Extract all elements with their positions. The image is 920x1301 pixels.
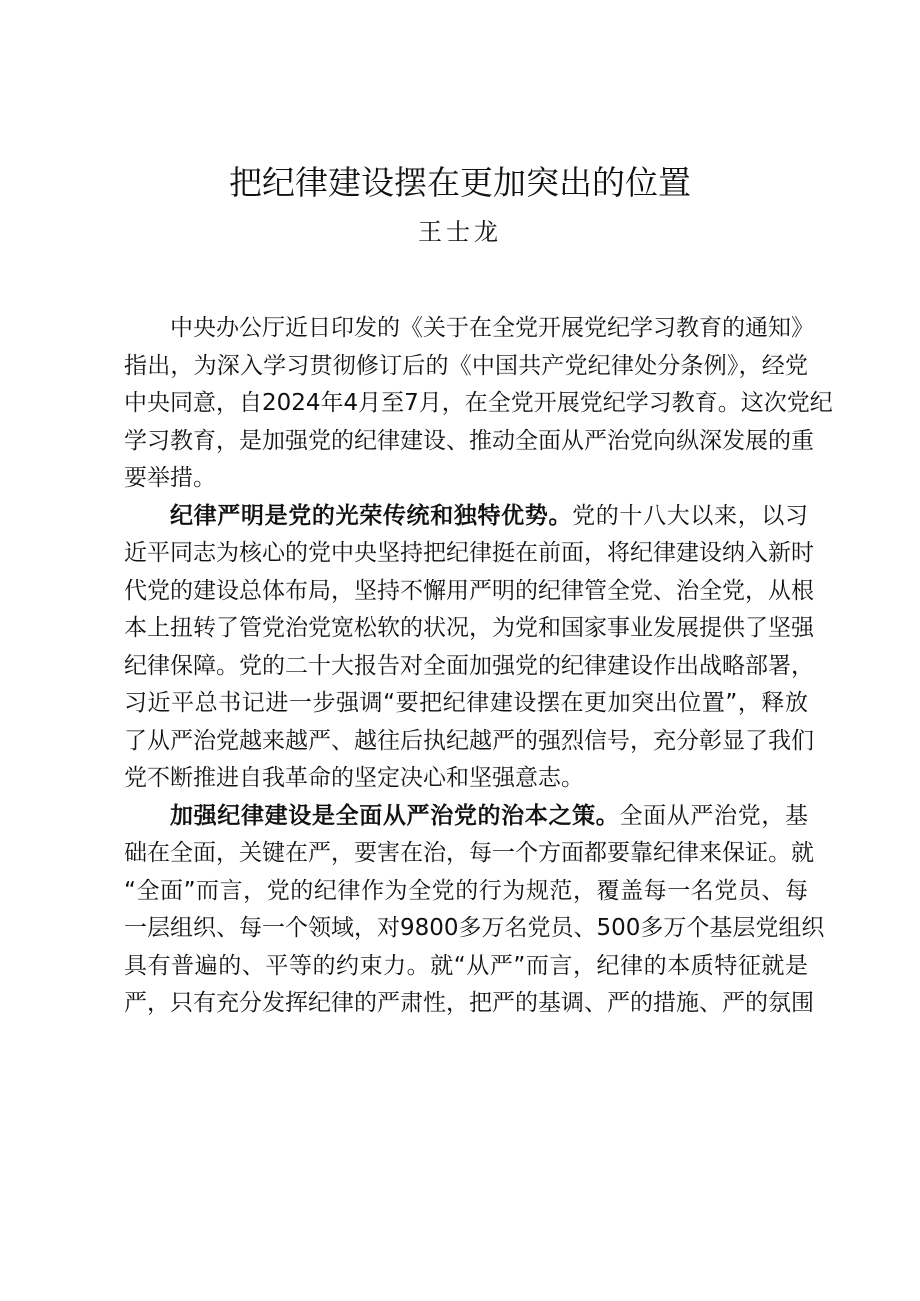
paragraph-line: 础在全面，关键在严，要害在治，每一个方面都要靠纪律来保证。就	[124, 840, 814, 866]
paragraph-first-line	[124, 498, 808, 536]
paragraph-line: 纪律保障。党的二十大报告对全面加强党的纪律建设作出战略部署，	[124, 652, 814, 679]
paragraph-line: 具有普遍的、平等的约束力。就“从严”而言，纪律的本质特征就是	[124, 952, 808, 979]
paragraph-line: 严，只有充分发挥纪律的严肃性，把严的基调、严的措施、严的氛围	[124, 990, 814, 1016]
paragraph-line: 学习教育，是加强党的纪律建设、推动全面从严治党向纵深发展的重	[124, 427, 814, 454]
paragraph-line: 本上扭转了管党治党宽松软的状况，为党和国家事业发展提供了坚强	[124, 615, 814, 641]
paragraph-first-line	[124, 798, 808, 836]
paragraph-line: 代党的建设总体布局，坚持不懈用严明的纪律管全党、治全党，从根	[124, 577, 814, 604]
paragraph-2	[124, 498, 814, 798]
paragraph-lead-heading: 纪律严明是党的光荣传统和独特优势。	[170, 502, 573, 529]
paragraph-line: 一层组织、每一个领域，对9800多万名党员、500多万个基层党组织	[124, 915, 825, 941]
paragraph-lead-heading: 加强纪律建设是全面从严治党的治本之策。	[170, 802, 620, 829]
paragraph-line: “全面”而言，党的纪律作为全党的行为规范，覆盖每一名党员、每	[124, 877, 808, 904]
paragraph-line: 中央办公厅近日印发的《关于在全党开展党纪学习教育的通知》	[170, 315, 814, 341]
paragraph-line: 要举措。	[124, 465, 216, 491]
paragraph-line-rest: 全面从严治党，基	[619, 802, 809, 829]
paragraph-line: 了从严治党越来越严、越往后执纪越严的强烈信号，充分彰显了我们	[124, 727, 814, 754]
paragraph-line: 中央同意，自2024年4月至7月，在全党开展党纪学习教育。这次党纪	[124, 390, 833, 416]
paragraph-line-rest: 党的十八大以来，以习	[572, 502, 809, 529]
paragraph-3	[124, 798, 825, 1023]
document-body	[124, 310, 833, 1023]
paragraph-1	[124, 310, 833, 498]
paragraph-line: 党不断推进自我革命的坚定决心和坚强意志。	[124, 765, 584, 791]
document-title: 把纪律建设摆在更加突出的位置	[229, 163, 691, 202]
paragraph-line: 指出，为深入学习贯彻修订后的《中国共产党纪律处分条例》，经党	[124, 352, 808, 379]
paragraph-line: 习近平总书记进一步强调“要把纪律建设摆在更加突出位置”，释放	[124, 690, 808, 716]
paragraph-line: 近平同志为核心的党中央坚持把纪律挺在前面，将纪律建设纳入新时	[124, 540, 814, 566]
document-author: 王士龙	[418, 218, 502, 246]
